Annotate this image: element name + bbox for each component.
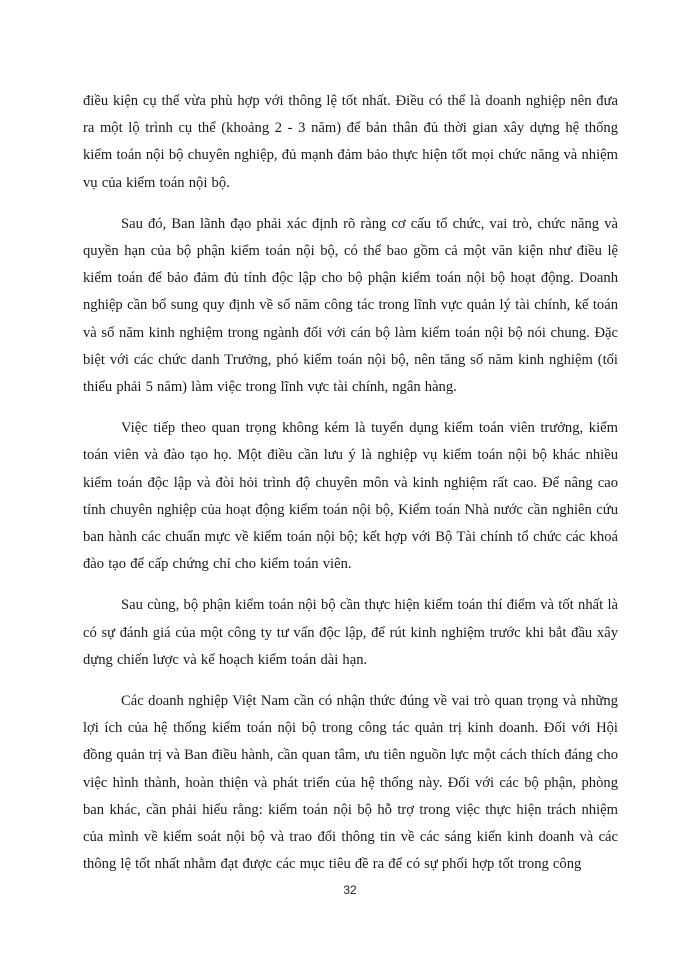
- paragraph-1: điều kiện cụ thể vừa phù hợp với thông lệ tốt nhất. Điều có thể là doanh nghiệp nên đưa ra một lộ trình cụ thể (khoảng 2 - 3 năm) để bản thân đủ thời gian xây dựng hệ thống kiểm toán nội bộ chuyên nghiệp, đủ mạnh đảm bảo thực hiện tốt mọi chức năng và nhiệm vụ của kiểm toán nội bộ.: [83, 93, 618, 191]
- body-text: [83, 88, 618, 892]
- page-number: 32: [343, 883, 357, 897]
- paragraph-4: Sau cùng, bộ phận kiểm toán nội bộ cần thực hiện kiểm toán thí điểm và tốt nhất là có sự đánh giá của một công ty tư vấn độc lập, để rút kinh nghiệm trước khi bắt đầu xây dựng chiến lược và kế hoạch kiểm toán dài hạn.: [83, 597, 618, 668]
- paragraph-5: Các doanh nghiệp Việt Nam cần có nhận thức đúng về vai trò quan trọng và những lợi ích của hệ thống kiểm toán nội bộ trong công tác quản trị kinh doanh. Đối với Hội đồng quản trị và Ban điều hành, cần quan tâm, ưu tiên nguồn lực một cách thích đáng cho việc hình thành, hoàn thiện và phát triển của hệ thống này. Đối với các bộ phận, phòng ban khác, cần phải hiểu rằng: kiểm toán nội bộ hỗ trợ trong việc thực hiện trách nhiệm của mình về kiểm soát nội bộ và trao đổi thông tin về các sáng kiến kinh doanh và các thông lệ tốt nhất nhằm đạt được các mục tiêu đề ra để có sự phối hợp tốt trong công: [83, 693, 618, 873]
- paragraph-2: Sau đó, Ban lãnh đạo phải xác định rõ ràng cơ cấu tổ chức, vai trò, chức năng và quyền hạn của bộ phận kiểm toán nội bộ, có thể bao gồm cả một văn kiện như điều lệ kiểm toán để bảo đảm đủ tính độc lập cho bộ phận kiểm toán nội bộ hoạt động. Doanh nghiệp cần bổ sung quy định về số năm công tác trong lĩnh vực quản lý tài chính, kế toán và số năm kinh nghiệm trong ngành đối với cán bộ làm kiểm toán nội bộ nói chung. Đặc biệt với các chức danh Trưởng, phó kiểm toán nội bộ, nên tăng số năm kinh nghiệm (tối thiểu phải 5 năm) làm việc trong lĩnh vực tài chính, ngân hàng.: [83, 215, 618, 396]
- paragraph-3: Việc tiếp theo quan trọng không kém là tuyển dụng kiểm toán viên trưởng, kiểm toán viên và đào tạo họ. Một điều cần lưu ý là nghiệp vụ kiểm toán nội bộ khác nhiều kiểm toán độc lập và đòi hỏi trình độ chuyên môn và kinh nghiệm rất cao. Để nâng cao tính chuyên nghiệp của hoạt động kiểm toán nội bộ, Kiểm toán Nhà nước cần nghiên cứu ban hành các chuẩn mực về kiểm toán nội bộ; kết hợp với Bộ Tài chính tổ chức các khoá đào tạo để cấp chứng chỉ cho kiểm toán viên.: [83, 420, 618, 573]
